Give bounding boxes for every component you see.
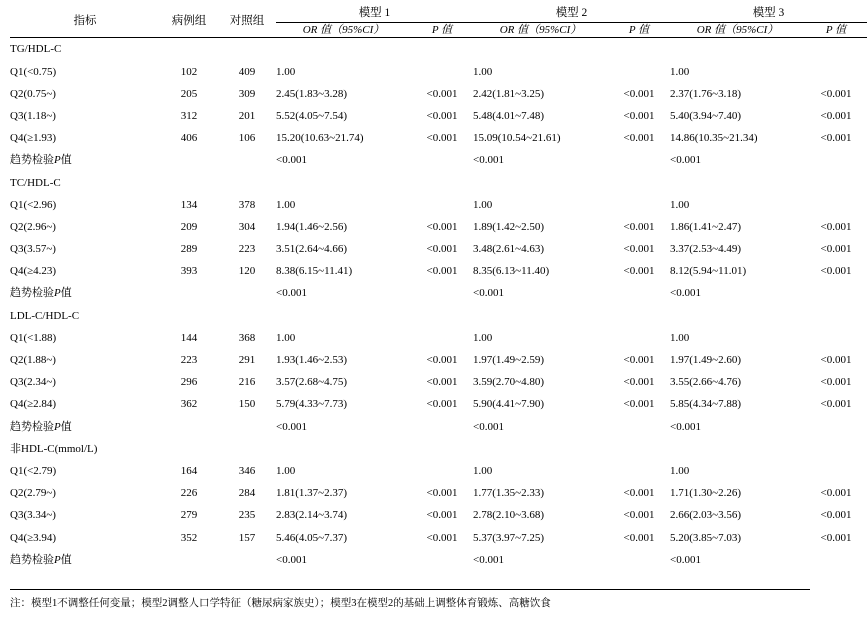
cell-control: 106	[238, 132, 256, 145]
cell-indicator: Q1(<2.79)	[10, 464, 57, 477]
cell-model2-p: <0.001	[623, 487, 655, 500]
cell-model1-or: 1.94(1.46~2.56)	[276, 220, 348, 233]
cell-case: 312	[180, 109, 198, 122]
cell-model1-or: <0.001	[276, 154, 307, 167]
cell-model1-p: <0.001	[426, 220, 458, 233]
col-model3: 模型 3	[670, 6, 867, 22]
cell-indicator: Q1(<2.96)	[10, 198, 57, 211]
results-table	[10, 6, 867, 571]
cell-model2-p: <0.001	[623, 243, 655, 256]
cell-model3-or: 2.37(1.76~3.18)	[670, 87, 742, 100]
cell-model3-or: 5.20(3.85~7.03)	[670, 531, 742, 544]
cell-model2-or: 1.89(1.42~2.50)	[473, 220, 545, 233]
cell-model1-or: 1.81(1.37~2.37)	[276, 487, 348, 500]
cell-case: 406	[180, 132, 198, 145]
cell-model1-or: 15.20(10.63~21.74)	[276, 132, 364, 145]
cell-case: 289	[180, 243, 198, 256]
cell-model2-p	[608, 305, 670, 327]
cell-control	[218, 438, 276, 460]
cell-model2-p	[608, 171, 670, 193]
cell-model1-p	[411, 416, 473, 438]
cell-model2-p	[608, 61, 670, 83]
cell-model2-or: 1.77(1.35~2.33)	[473, 487, 545, 500]
cell-case: 393	[180, 265, 198, 278]
cell-control: 284	[238, 487, 256, 500]
cell-model1-or: 5.52(4.05~7.54)	[276, 109, 348, 122]
cell-control: 120	[238, 265, 256, 278]
footnote-block	[10, 589, 810, 610]
cell-case: 102	[180, 65, 198, 78]
cell-model1-or: 5.46(4.05~7.37)	[276, 531, 348, 544]
cell-model3-p	[805, 438, 867, 460]
cell-indicator: Q4(≥2.84)	[10, 398, 57, 411]
cell-control: 216	[238, 376, 256, 389]
cell-model3-or: 5.85(4.34~7.88)	[670, 398, 742, 411]
cell-model2-or: 5.37(3.97~7.25)	[473, 531, 545, 544]
cell-model1-or: <0.001	[276, 420, 307, 433]
cell-control: 346	[238, 464, 256, 477]
cell-case	[160, 305, 218, 327]
cell-model3-p	[805, 194, 867, 216]
cell-control: 368	[238, 331, 256, 344]
cell-model1-p: <0.001	[426, 265, 458, 278]
cell-model1-or: 8.38(6.15~11.41)	[276, 265, 353, 278]
cell-model3-p	[805, 305, 867, 327]
cell-model1-or: 1.00	[276, 65, 296, 78]
table-section-row	[10, 38, 867, 61]
cell-model1-p	[411, 61, 473, 83]
cell-model3-p: <0.001	[820, 265, 852, 278]
cell-indicator: 趋势检验P值	[10, 420, 72, 433]
cell-model1-p	[411, 460, 473, 482]
cell-model1-p	[411, 305, 473, 327]
cell-model2-or: 3.59(2.70~4.80)	[473, 376, 545, 389]
table-trend-row	[10, 549, 867, 571]
cell-model1-or: 1.93(1.46~2.53)	[276, 354, 348, 367]
cell-model2-or	[473, 305, 608, 327]
col-model2-p: P 值	[628, 23, 650, 36]
cell-model3-or: 2.66(2.03~3.56)	[670, 509, 742, 522]
cell-indicator: Q1(<1.88)	[10, 331, 57, 344]
col-model3-or: OR 值（95%CI）	[696, 23, 779, 36]
cell-model1-p: <0.001	[426, 398, 458, 411]
cell-model2-p	[608, 194, 670, 216]
cell-indicator: Q3(2.34~)	[10, 376, 56, 389]
cell-model1-or: 1.00	[276, 464, 296, 477]
cell-model1-p: <0.001	[426, 509, 458, 522]
cell-indicator: Q2(0.75~)	[10, 87, 56, 100]
cell-model2-or: <0.001	[473, 154, 504, 167]
table-trend-row	[10, 282, 867, 304]
cell-model2-p: <0.001	[623, 509, 655, 522]
cell-case: 164	[180, 464, 198, 477]
cell-model1-or: 5.79(4.33~7.73)	[276, 398, 348, 411]
cell-model3-p: <0.001	[820, 220, 852, 233]
cell-model3-p	[805, 282, 867, 304]
cell-model1-p: <0.001	[426, 243, 458, 256]
cell-model1-p: <0.001	[426, 109, 458, 122]
cell-model1-p: <0.001	[426, 487, 458, 500]
cell-indicator: Q4(≥3.94)	[10, 531, 57, 544]
col-control-group: 对照组	[229, 14, 265, 27]
cell-model2-p: <0.001	[623, 531, 655, 544]
cell-model1-p: <0.001	[426, 87, 458, 100]
col-model1: 模型 1	[276, 6, 473, 22]
cell-model3-p: <0.001	[820, 132, 852, 145]
cell-model1-p	[411, 438, 473, 460]
cell-indicator: 趋势检验P值	[10, 287, 72, 300]
cell-control: 235	[238, 509, 256, 522]
cell-model3-or: <0.001	[670, 287, 701, 300]
cell-control: 378	[238, 198, 256, 211]
cell-model2-p	[608, 149, 670, 171]
cell-model2-or: 1.00	[473, 65, 493, 78]
cell-model3-p: <0.001	[820, 509, 852, 522]
cell-model1-or: <0.001	[276, 287, 307, 300]
cell-indicator: 趋势检验P值	[10, 154, 72, 167]
cell-model3-or: 1.00	[670, 198, 690, 211]
cell-model3-or: 1.86(1.41~2.47)	[670, 220, 742, 233]
cell-model2-p: <0.001	[623, 109, 655, 122]
cell-case: 296	[180, 376, 198, 389]
cell-model2-p	[608, 549, 670, 571]
cell-case: 352	[180, 531, 198, 544]
cell-case	[160, 171, 218, 193]
col-indicator: 指标	[73, 14, 97, 27]
cell-model2-p: <0.001	[623, 132, 655, 145]
cell-indicator: Q3(3.34~)	[10, 509, 56, 522]
cell-case: 209	[180, 220, 198, 233]
cell-case	[160, 549, 218, 571]
cell-case: 223	[180, 354, 198, 367]
cell-indicator: Q2(2.96~)	[10, 220, 56, 233]
cell-control: 304	[238, 220, 256, 233]
table-row	[10, 105, 867, 127]
cell-model3-p: <0.001	[820, 109, 852, 122]
cell-control: 309	[238, 87, 256, 100]
cell-indicator: Q2(2.79~)	[10, 487, 56, 500]
cell-model2-or	[473, 38, 608, 61]
cell-model1-p	[411, 171, 473, 193]
cell-model2-p	[608, 438, 670, 460]
cell-model3-p	[805, 549, 867, 571]
cell-case	[160, 438, 218, 460]
cell-indicator: Q4(≥1.93)	[10, 132, 57, 145]
cell-model2-or: 2.78(2.10~3.68)	[473, 509, 545, 522]
table-row	[10, 393, 867, 415]
cell-model1-or: 2.83(2.14~3.74)	[276, 509, 348, 522]
cell-model3-or	[670, 305, 805, 327]
cell-model3-p	[805, 460, 867, 482]
cell-model2-p	[608, 327, 670, 349]
table-row	[10, 371, 867, 393]
cell-model3-or: <0.001	[670, 154, 701, 167]
cell-control	[218, 549, 276, 571]
table-row	[10, 127, 867, 149]
cell-indicator: 非HDL-C(mmol/L)	[10, 442, 98, 455]
cell-indicator: 趋势检验P值	[10, 553, 72, 566]
table-row	[10, 194, 867, 216]
cell-model3-or: 1.00	[670, 464, 690, 477]
col-model2-or: OR 值（95%CI）	[499, 23, 582, 36]
cell-model3-or: <0.001	[670, 553, 701, 566]
cell-model3-or: 1.97(1.49~2.60)	[670, 354, 742, 367]
table-trend-row	[10, 416, 867, 438]
cell-indicator: Q3(1.18~)	[10, 109, 56, 122]
cell-model2-or: 15.09(10.54~21.61)	[473, 132, 561, 145]
cell-case: 134	[180, 198, 198, 211]
cell-control: 201	[238, 109, 256, 122]
header-row-groups	[10, 6, 867, 22]
table-row	[10, 260, 867, 282]
cell-model2-or: 8.35(6.13~11.40)	[473, 265, 550, 278]
table-row	[10, 238, 867, 260]
cell-model2-or: 1.00	[473, 464, 493, 477]
cell-model2-or: <0.001	[473, 553, 504, 566]
cell-model2-p: <0.001	[623, 376, 655, 389]
cell-model1-or: 1.00	[276, 198, 296, 211]
cell-indicator: Q2(1.88~)	[10, 354, 56, 367]
cell-model1-p: <0.001	[426, 531, 458, 544]
table-row	[10, 349, 867, 371]
cell-model2-p	[608, 282, 670, 304]
cell-model3-or	[670, 38, 805, 61]
cell-model1-p	[411, 549, 473, 571]
cell-model2-p	[608, 416, 670, 438]
cell-model2-or: 3.48(2.61~4.63)	[473, 243, 545, 256]
cell-model3-or: 5.40(3.94~7.40)	[670, 109, 742, 122]
cell-model3-p: <0.001	[820, 531, 852, 544]
cell-model3-or: 1.00	[670, 65, 690, 78]
cell-model2-or: 5.48(4.01~7.48)	[473, 109, 545, 122]
cell-model3-p	[805, 38, 867, 61]
cell-model1-or	[276, 171, 411, 193]
cell-model2-p: <0.001	[623, 87, 655, 100]
table-row	[10, 327, 867, 349]
cell-control: 291	[238, 354, 256, 367]
col-model1-or: OR 值（95%CI）	[302, 23, 385, 36]
cell-model3-p: <0.001	[820, 398, 852, 411]
cell-model3-or	[670, 438, 805, 460]
cell-indicator: TC/HDL-C	[10, 176, 61, 189]
cell-model1-p	[411, 38, 473, 61]
cell-control	[218, 416, 276, 438]
cell-model3-p	[805, 61, 867, 83]
cell-case: 279	[180, 509, 198, 522]
cell-case: 144	[180, 331, 198, 344]
table-header	[10, 6, 867, 38]
cell-model3-or: 14.86(10.35~21.34)	[670, 132, 758, 145]
col-model3-p: P 值	[825, 23, 847, 36]
cell-model1-or: <0.001	[276, 553, 307, 566]
cell-control	[218, 305, 276, 327]
cell-indicator: Q4(≥4.23)	[10, 265, 57, 278]
table-body	[10, 38, 867, 571]
cell-case	[160, 38, 218, 61]
cell-model2-p: <0.001	[623, 354, 655, 367]
cell-model1-or: 3.51(2.64~4.66)	[276, 243, 348, 256]
cell-model2-or: 1.00	[473, 331, 493, 344]
cell-control: 157	[238, 531, 256, 544]
table-footnote: 注：模型1不调整任何变量；模型2调整人口学特征（糖尿病家族史）；模型3在模型2的基础上调整体育锻炼、高糖饮食	[10, 598, 551, 609]
cell-control: 409	[238, 65, 256, 78]
cell-model2-or: 1.00	[473, 198, 493, 211]
cell-indicator: TG/HDL-C	[10, 38, 160, 61]
cell-indicator: Q3(3.57~)	[10, 243, 56, 256]
cell-model2-or: <0.001	[473, 287, 504, 300]
cell-model3-p: <0.001	[820, 243, 852, 256]
cell-control	[218, 171, 276, 193]
table-row	[10, 526, 867, 548]
cell-model2-p: <0.001	[623, 265, 655, 278]
table-section-row	[10, 438, 867, 460]
cell-case: 226	[180, 487, 198, 500]
cell-model2-p: <0.001	[623, 220, 655, 233]
cell-model3-or: 8.12(5.94~11.01)	[670, 265, 747, 278]
table-row	[10, 504, 867, 526]
cell-model2-or: 1.97(1.49~2.59)	[473, 354, 545, 367]
table-row	[10, 482, 867, 504]
col-model2: 模型 2	[473, 6, 670, 22]
cell-model3-or: <0.001	[670, 420, 701, 433]
cell-model3-or: 1.71(1.30~2.26)	[670, 487, 742, 500]
cell-model3-or: 1.00	[670, 331, 690, 344]
cell-model3-p	[805, 416, 867, 438]
cell-model2-or: <0.001	[473, 420, 504, 433]
cell-control	[218, 149, 276, 171]
cell-model1-or: 3.57(2.68~4.75)	[276, 376, 348, 389]
cell-model1-or	[276, 305, 411, 327]
cell-case	[160, 416, 218, 438]
cell-control: 223	[238, 243, 256, 256]
cell-model3-or: 3.37(2.53~4.49)	[670, 243, 742, 256]
cell-case	[160, 149, 218, 171]
cell-model1-p: <0.001	[426, 354, 458, 367]
cell-control	[218, 282, 276, 304]
cell-control	[218, 38, 276, 61]
cell-case: 362	[180, 398, 198, 411]
cell-model3-or: 3.55(2.66~4.76)	[670, 376, 742, 389]
cell-model2-or: 5.90(4.41~7.90)	[473, 398, 545, 411]
cell-model2-p	[608, 38, 670, 61]
cell-model1-or: 2.45(1.83~3.28)	[276, 87, 348, 100]
cell-model3-or	[670, 171, 805, 193]
col-model1-p: P 值	[431, 23, 453, 36]
cell-model2-or	[473, 438, 608, 460]
cell-model2-p: <0.001	[623, 398, 655, 411]
cell-case: 205	[180, 87, 198, 100]
cell-case	[160, 282, 218, 304]
table-row	[10, 83, 867, 105]
cell-model1-p: <0.001	[426, 376, 458, 389]
cell-model3-p	[805, 149, 867, 171]
cell-model2-or	[473, 171, 608, 193]
table-section-row	[10, 305, 867, 327]
cell-model2-or: 2.42(1.81~3.25)	[473, 87, 545, 100]
table-section-row	[10, 171, 867, 193]
cell-model3-p: <0.001	[820, 487, 852, 500]
cell-indicator: Q1(<0.75)	[10, 65, 57, 78]
cell-model3-p	[805, 171, 867, 193]
cell-model1-p: <0.001	[426, 132, 458, 145]
cell-model1-or	[276, 38, 411, 61]
cell-control: 150	[238, 398, 256, 411]
table-row	[10, 216, 867, 238]
table-trend-row	[10, 149, 867, 171]
cell-model3-p: <0.001	[820, 354, 852, 367]
cell-model1-p	[411, 194, 473, 216]
cell-model3-p	[805, 327, 867, 349]
cell-model3-p: <0.001	[820, 87, 852, 100]
cell-model1-p	[411, 282, 473, 304]
cell-model1-p	[411, 149, 473, 171]
cell-model1-p	[411, 327, 473, 349]
col-case-group: 病例组	[171, 14, 207, 27]
cell-model1-or: 1.00	[276, 331, 296, 344]
table-row	[10, 61, 867, 83]
cell-model1-or	[276, 438, 411, 460]
cell-indicator: LDL-C/HDL-C	[10, 309, 80, 322]
table-row	[10, 460, 867, 482]
cell-model2-p	[608, 460, 670, 482]
cell-model3-p: <0.001	[820, 376, 852, 389]
